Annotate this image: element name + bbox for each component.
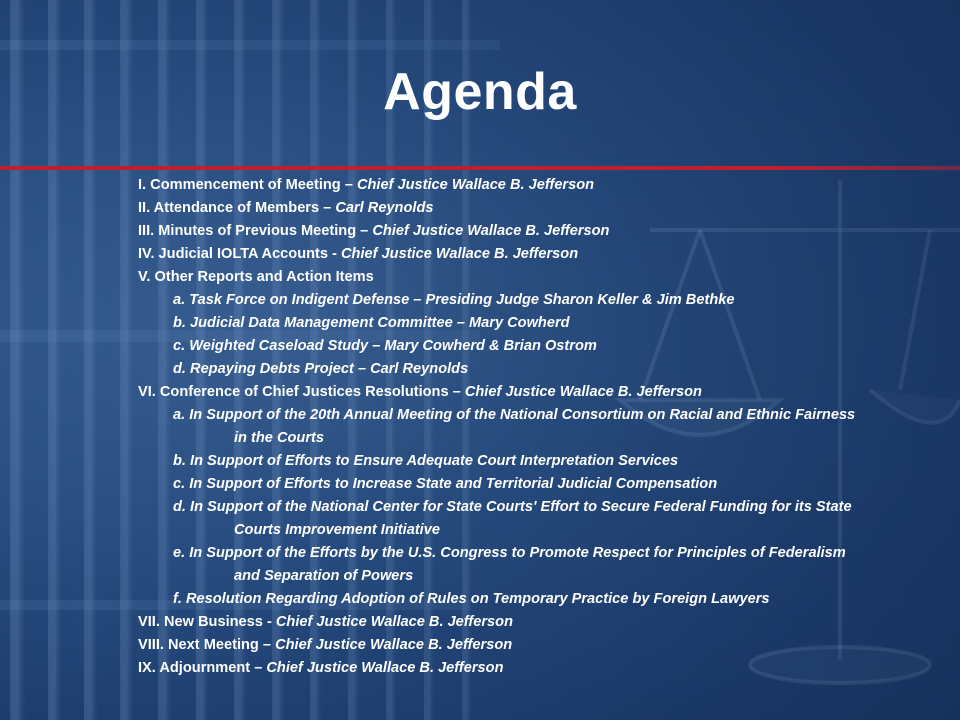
agenda-item xyxy=(138,611,938,634)
agenda-item-title: II. Attendance of Members xyxy=(138,200,320,216)
agenda-item-presenter: Chief Justice Wallace B. Jefferson xyxy=(275,614,513,630)
agenda-item-separator: – xyxy=(250,660,267,676)
agenda-item-presenter: Chief Justice Wallace B. Jefferson xyxy=(266,660,504,676)
agenda-item-separator: - xyxy=(328,246,342,262)
agenda-subitem: c. Weighted Caseload Study – Mary Cowherd & Brian Ostrom xyxy=(173,338,597,354)
agenda-subitem: d. In Support of the National Center for State Courts' Effort to Secure Federal Funding for its State xyxy=(173,499,852,515)
agenda-subitem: e. In Support of the Efforts by the U.S. Congress to Promote Respect for Principles of Federalism xyxy=(173,545,846,561)
agenda-item xyxy=(138,174,938,197)
agenda-item-separator: – xyxy=(448,384,465,400)
agenda-item-presenter: Chief Justice Wallace B. Jefferson xyxy=(356,177,595,193)
agenda-item-title: VI. Conference of Chief Justices Resolutions xyxy=(138,384,449,400)
agenda-item-presenter: Chief Justice Wallace B. Jefferson xyxy=(372,223,610,239)
agenda-item-separator: - xyxy=(262,614,276,630)
agenda-subitem-continuation: Courts Improvement Initiative xyxy=(234,522,440,538)
agenda-item-title: IV. Judicial IOLTA Accounts xyxy=(138,246,329,262)
agenda-subitem: d. Repaying Debts Project – Carl Reynolds xyxy=(173,361,469,377)
title-divider-rule xyxy=(0,166,960,170)
agenda-item-separator: – xyxy=(356,223,373,239)
agenda-item-title: III. Minutes of Previous Meeting xyxy=(138,223,357,239)
agenda-subitem: c. In Support of Efforts to Increase State and Territorial Judicial Compensation xyxy=(173,476,718,492)
agenda-subitem: a. Task Force on Indigent Defense – Presiding Judge Sharon Keller & Jim Bethke xyxy=(173,292,735,308)
agenda-list xyxy=(138,174,938,680)
agenda-subitem-continuation: in the Courts xyxy=(234,430,324,446)
agenda-subitem: b. In Support of Efforts to Ensure Adequate Court Interpretation Services xyxy=(173,453,679,469)
agenda-item xyxy=(138,657,938,680)
agenda-item-presenter: Chief Justice Wallace B. Jefferson xyxy=(275,637,513,653)
slide-title: Agenda xyxy=(383,63,577,121)
agenda-item-title: VIII. Next Meeting xyxy=(138,637,259,653)
agenda-item-separator: – xyxy=(258,637,276,653)
agenda-item-title: VII. New Business xyxy=(138,614,263,630)
agenda-item-separator: – xyxy=(319,200,336,216)
agenda-item-presenter: Chief Justice Wallace B. Jefferson xyxy=(341,246,579,262)
agenda-subitem-continuation: and Separation of Powers xyxy=(234,568,414,584)
agenda-subitem: f. Resolution Regarding Adoption of Rules on Temporary Practice by Foreign Lawyers xyxy=(173,591,770,607)
agenda-item-separator: – xyxy=(340,177,357,193)
agenda-item-presenter: Carl Reynolds xyxy=(335,200,434,216)
agenda-subitem: a. In Support of the 20th Annual Meeting of the National Consortium on Racial and Ethnic Fairness xyxy=(173,407,856,423)
agenda-item-title: V. Other Reports and Action Items xyxy=(138,269,374,285)
agenda-item xyxy=(138,266,938,289)
agenda-item xyxy=(138,634,938,657)
agenda-item xyxy=(138,243,938,266)
agenda-item-title: I. Commencement of Meeting xyxy=(138,177,341,193)
agenda-item xyxy=(138,220,938,243)
agenda-item xyxy=(138,381,938,404)
agenda-item-title: IX. Adjournment xyxy=(138,660,251,676)
agenda-item xyxy=(138,197,938,220)
agenda-item-presenter: Chief Justice Wallace B. Jefferson xyxy=(464,384,702,400)
agenda-subitem: b. Judicial Data Management Committee – Mary Cowherd xyxy=(173,315,570,331)
